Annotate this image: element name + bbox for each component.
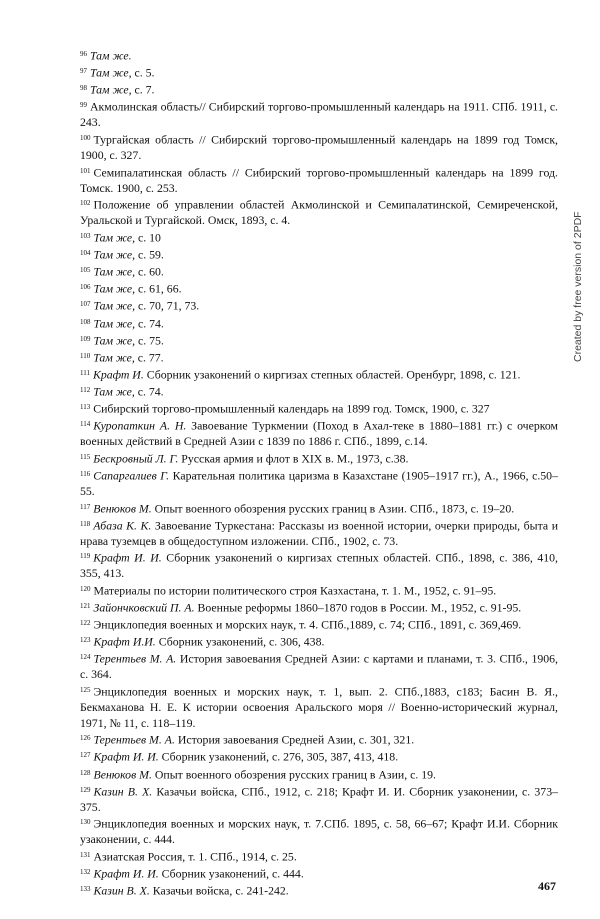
footnote-number: 99: [80, 101, 87, 110]
footnote-text: Опыт военного обозрения русских границ в Азии, с. 19.: [151, 767, 437, 782]
footnote-text: с. 74.: [134, 384, 164, 399]
footnote: [58, 383, 558, 400]
footnote-number: 124: [80, 653, 91, 662]
footnote: [58, 549, 558, 582]
footnote-text: с. 10: [135, 230, 161, 245]
footnote: [58, 599, 558, 616]
page-number: 467: [538, 879, 556, 893]
footnote-text: с. 5.: [131, 65, 155, 80]
footnote-author: Там же,: [93, 264, 136, 279]
footnote-number: 115: [80, 452, 91, 461]
footnote-text: Тургайская область // Сибирский торгово-промышленный календарь на 1899 год Томск, 1900, с. 327.: [80, 132, 558, 163]
footnote-number: 116: [80, 469, 91, 478]
footnote-text: Положение об управлении областей Акмолинской и Семипалатинской, Семиреченской, Уральской и Тургайской. Омск, 1893, с. 4.: [80, 197, 558, 228]
footnote-author: Зайончковский П. А.: [93, 600, 195, 615]
footnote: [58, 633, 558, 650]
footnote-text: с. 61, 66.: [135, 281, 182, 296]
footnote-text: Военные реформы 1860–1870 годов в России. М., 1952, с. 91-95.: [194, 600, 522, 615]
footnote-text: Сибирский торгово-промышленный календарь на 1899 год. Томск, 1900, с. 327: [93, 401, 490, 416]
footnote: [58, 131, 558, 164]
footnote-author: Терентьев М. А.: [93, 651, 177, 666]
footnote-author: Абаза К. К.: [93, 518, 152, 533]
footnote: [58, 315, 558, 332]
footnote-text: с. 59.: [135, 247, 164, 262]
footnote-author: Там же,: [93, 230, 136, 245]
footnote-number: 121: [80, 602, 91, 611]
footnote: [58, 64, 558, 81]
footnote-number: 112: [80, 385, 91, 394]
footnote-number: 128: [80, 768, 91, 777]
footnote-text: Завоевание Туркмении (Поход в Ахал-теке в 1880–1881 гг.) с очерком военных действий в Средней Азии с 1839 по 1886 г. СПб., 1899, с.14.: [80, 418, 558, 449]
footnote-text: Семипалатинская область // Сибирский торгово-промышленный календарь на 1899 год. Томск. 1900, с. 253.: [80, 165, 558, 195]
footnote-author: Там же,: [93, 281, 136, 296]
footnote-text: Казачьи войска, СПб., 1912, с. 218; Крафт И. И. Сборник узаконении, с. 373–375.: [80, 784, 558, 814]
footnote: [58, 297, 558, 314]
footnote-author: Крафт И.: [92, 367, 144, 382]
footnote-author: Крафт И. И.: [93, 749, 159, 764]
footnote-text: с. 60.: [135, 264, 164, 279]
footnote-author: Там же,: [90, 82, 132, 97]
footnote-number: 106: [80, 283, 91, 292]
footnote-text: Завоевание Туркестана: Рассказы из военной истории, очерки природы, быта и нрава туземцев в общедоступном изложении. СПб., 1902, с. 73.: [80, 518, 559, 548]
footnote-number: 132: [80, 868, 91, 877]
footnote-text: с. 77.: [134, 350, 164, 365]
footnote-number: 126: [80, 734, 91, 743]
footnote-text: Азиатская Россия, т. 1. СПб., 1914, с. 25.: [93, 849, 297, 864]
footnote-number: 104: [80, 249, 91, 258]
footnote-text: Сборник узаконений о киргизах степных областей. Оренбург, 1898, с. 121.: [143, 367, 521, 382]
footnote-number: 122: [80, 619, 91, 628]
footnote-number: 125: [80, 686, 91, 695]
footnote: [58, 366, 558, 383]
footnote: [58, 81, 558, 98]
footnote-text: Энциклопедия военных и морских наук, т. 7.СПб. 1895, с. 58, 66–67; Крафт И.И. Сборник узаконении, с. 444.: [80, 816, 558, 847]
footnote-author: Венюков М.: [93, 767, 152, 782]
footnote-author: Куропаткин А. Н.: [93, 418, 187, 433]
footnote-author: Венюков М.: [93, 501, 152, 516]
footnote-author: Там же,: [93, 350, 135, 365]
footnote-number: 127: [80, 751, 91, 760]
footnote: [58, 246, 558, 263]
footnote: [58, 748, 558, 765]
footnote-author: Крафт И.И.: [93, 634, 156, 649]
footnote-number: 131: [80, 851, 91, 859]
footnote-text: Карательная политика царизма в Казахстане (1905–1917 гг.), А., 1966, с.50–55.: [80, 468, 558, 498]
footnote: [58, 47, 558, 64]
footnote: [58, 582, 558, 599]
footnote-author: Крафт И. И.: [93, 550, 162, 565]
footnote-number: 119: [80, 552, 91, 561]
footnote-author: Там же.: [90, 48, 132, 63]
footnote-text: История завоевания Средней Азии, с. 301, 321.: [174, 732, 415, 747]
footnote-number: 113: [80, 402, 91, 411]
footnote: [58, 400, 558, 417]
footnote: [58, 280, 558, 297]
footnote-number: 133: [80, 885, 91, 894]
footnote: [58, 229, 558, 246]
footnote-text: Сборник узаконений, с. 276, 305, 387, 413, 418.: [158, 749, 399, 764]
footnote-text: Акмолинская область// Сибирский торгово-промышленный календарь на 1911. СПб. 1911, с. 243.: [80, 99, 558, 130]
footnote-author: Там же,: [93, 316, 136, 330]
footnote: [58, 766, 558, 783]
footnote-author: Там же,: [90, 65, 132, 80]
footnote-author: Сапаргалиев Г.: [93, 468, 170, 483]
footnote: [58, 450, 558, 467]
footnote-author: Казин В. Х.: [93, 883, 150, 898]
footnote-number: 102: [80, 199, 91, 208]
footnote: [58, 349, 558, 366]
watermark-text: Created by free version of 2PDF: [572, 211, 584, 362]
footnote: [58, 500, 558, 517]
footnote: [58, 650, 558, 683]
footnote-number: 114: [80, 420, 91, 429]
footnote: [58, 517, 558, 550]
footnote-number: 105: [80, 266, 91, 275]
footnote-text: Сборник узаконений о киргизах степных областей. СПб., 1898, с. 386, 410, 355, 413.: [80, 550, 558, 581]
footnote: [58, 731, 558, 748]
footnote-text: Опыт военного обозрения русских границ в Азии. СПб., 1873, с. 19–20.: [151, 501, 515, 516]
footnote-number: 110: [80, 351, 91, 360]
footnote-number: 117: [80, 502, 91, 511]
footnote: [58, 865, 558, 882]
footnote-number: 100: [80, 133, 91, 142]
footnote-author: Бескровный Л. Г.: [93, 451, 179, 466]
footnote-list: [58, 47, 558, 899]
footnote: [58, 332, 558, 349]
footnote-text: Энциклопедия военных и морских наук, т. 4. СПб.,1889, с. 74; СПб., 1891, с. 369,469.: [93, 617, 522, 632]
footnote: [58, 417, 558, 450]
footnote-text: История завоевания Средней Азии: с картами и планами, т. 3. СПб., 1906, с. 364.: [80, 651, 558, 682]
footnote-number: 96: [80, 50, 87, 58]
footnote-text: Энциклопедия военных и морских наук, т. 1, вып. 2. СПб.,1883, с183; Басин В. Я., Бекмаханова Н. Е. К истории освоения Аральского моря // Военно-исторический журнал, 1971, № 11, с. 118–119.: [80, 684, 558, 730]
footnote-text: с. 70, 71, 73.: [135, 298, 200, 313]
footnote-text: Русская армия и флот в XIX в. М., 1973, с.38.: [178, 451, 409, 466]
footnote-text: Материалы по истории политического строя Казхастана, т. 1. М., 1952, с. 91–95.: [93, 583, 497, 598]
footnote-author: Там же,: [93, 298, 136, 313]
footnote-author: Там же,: [93, 333, 136, 348]
footnote-number: 101: [80, 166, 91, 175]
footnote-author: Терентьев М. А.: [93, 732, 175, 747]
footnote: [58, 882, 558, 899]
footnote-number: 129: [80, 785, 91, 794]
footnote-number: 118: [80, 519, 91, 528]
footnote: [58, 815, 558, 848]
footnote: [58, 683, 558, 731]
footnote: [58, 467, 558, 500]
footnote: [58, 196, 558, 229]
footnote-number: 103: [80, 232, 91, 241]
footnote: [58, 616, 558, 633]
footnote-text: Сборник узаконений, с. 444.: [158, 866, 304, 881]
footnote-number: 98: [80, 84, 87, 93]
footnote-text: Казачьи войска, с. 241-242.: [149, 883, 289, 898]
footnote-author: Там же,: [93, 247, 136, 262]
footnote-number: 120: [80, 585, 91, 593]
footnote-number: 109: [80, 334, 91, 343]
footnote-number: 123: [80, 636, 91, 645]
footnote-number: 107: [80, 300, 91, 309]
footnote: [58, 783, 558, 816]
footnote: [58, 848, 558, 865]
footnote-number: 130: [80, 818, 91, 827]
footnote: [58, 98, 558, 131]
footnote-text: с. 75.: [135, 333, 164, 348]
footnote-text: Сборник узаконений, с. 306, 438.: [155, 634, 325, 649]
footnote-text: с. 7.: [131, 82, 155, 97]
footnote-number: 108: [80, 317, 91, 326]
footnote-text: с. 74.: [135, 316, 164, 330]
footnote-number: 97: [80, 67, 87, 76]
footnote-author: Крафт И. И.: [93, 866, 159, 881]
footnote-author: Казин В. Х.: [93, 784, 153, 799]
footnote: [58, 263, 558, 280]
footnote-author: Там же,: [93, 384, 135, 399]
footnote-number: 111: [80, 368, 90, 377]
footnote: [58, 164, 558, 197]
